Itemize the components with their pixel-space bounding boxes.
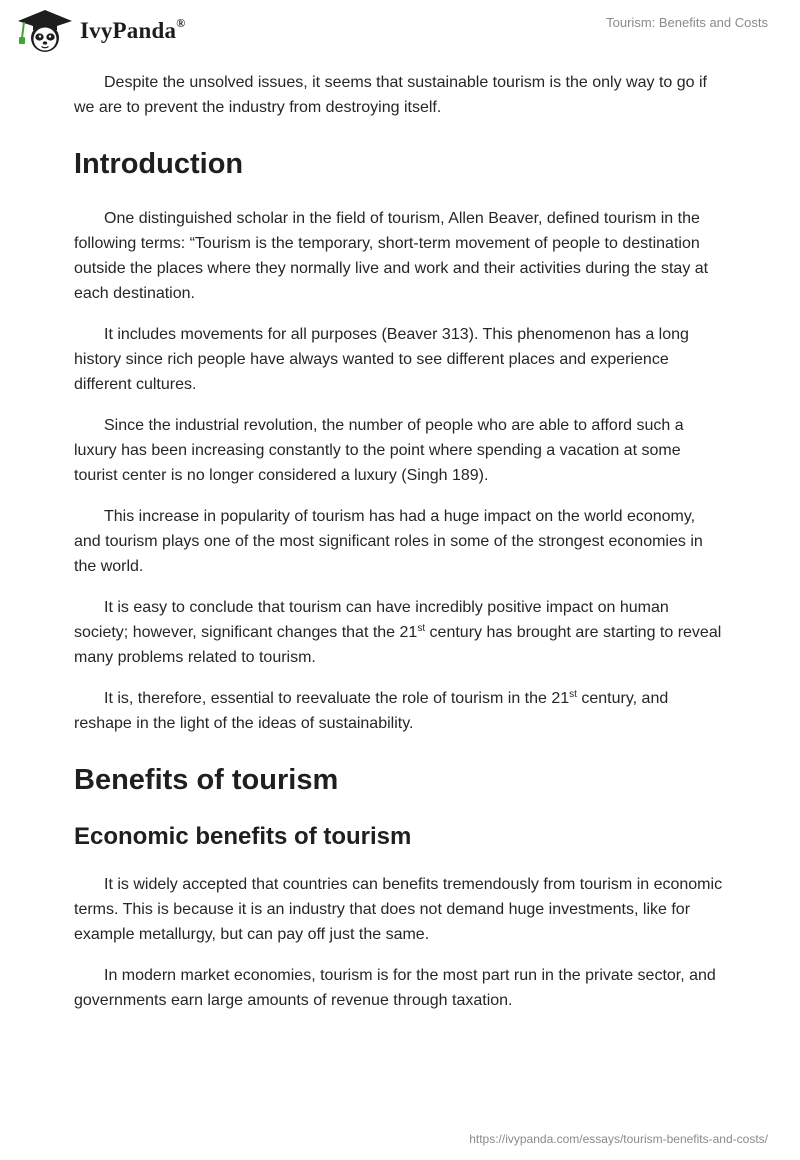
heading-benefits: Benefits of tourism	[74, 764, 339, 796]
paragraph: Since the industrial revolution, the number of people who are able to afford such a luxury has been increasing constantly to the point where spending a vacation at some tourist center is no longer considered a luxury (Singh 189).	[74, 417, 684, 484]
panda-logo-icon	[14, 8, 76, 54]
brand-name: IvyPanda®	[80, 16, 186, 43]
essay-content	[74, 70, 724, 1029]
paragraph: One distinguished scholar in the field of tourism, Allen Beaver, defined tourism in the following terms: “Tourism is the temporary, short-term movement of people to destination outside the places where they normally live and work and their activities during the stay at each destination.	[74, 210, 709, 302]
paragraph: It is, therefore, essential to reevaluate the role of tourism in the 21st century, and reshape in the light of the ideas of sustainability.	[74, 689, 669, 732]
paragraph: This increase in popularity of tourism has had a huge impact on the world economy, and tourism plays one of the most significant roles in some of the strongest economies in the world.	[74, 508, 703, 575]
paragraph: It is easy to conclude that tourism can have incredibly positive impact on human society; however, significant changes that the 21st century has brought are starting to reveal many problems related to tourism.	[74, 599, 722, 666]
paragraph: It is widely accepted that countries can benefits tremendously from tourism in economic terms. This is because it is an industry that does not demand huge investments, like for example metallurgy, but can pay off just the same.	[74, 876, 723, 943]
paragraph: It includes movements for all purposes (Beaver 313). This phenomenon has a long history since rich people have always wanted to see different places and experience different cultures.	[74, 326, 689, 393]
heading-economic-benefits: Economic benefits of tourism	[74, 823, 412, 850]
paragraph: In modern market economies, tourism is for the most part run in the private sector, and governments earn large amounts of revenue through taxation.	[74, 967, 716, 1009]
paragraph-intro-end: Despite the unsolved issues, it seems that sustainable tourism is the only way to go if we are to prevent the industry from destroying itself.	[74, 74, 707, 116]
heading-introduction: Introduction	[74, 148, 244, 180]
page-header	[0, 0, 800, 60]
ivypanda-logo[interactable]	[14, 8, 185, 54]
document-title: Tourism: Benefits and Costs	[606, 15, 768, 30]
source-url[interactable]: https://ivypanda.com/essays/tourism-benefits-and-costs/	[469, 1132, 768, 1146]
